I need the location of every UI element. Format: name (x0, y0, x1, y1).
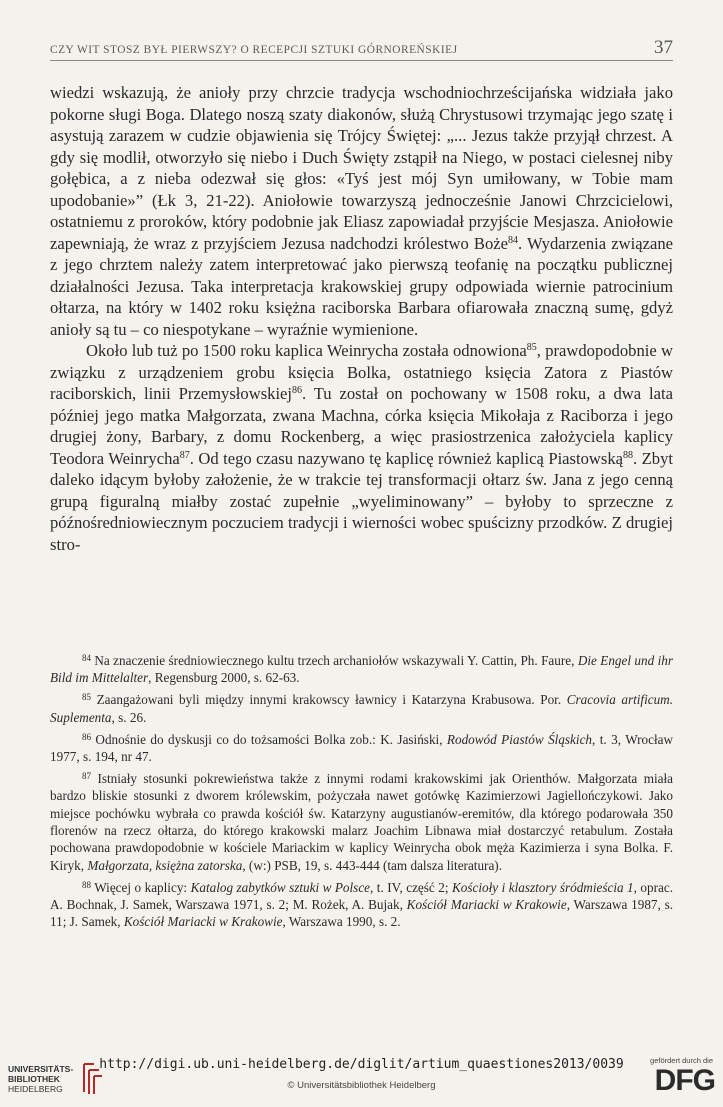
italic-title: Małgorzata, księżna zatorska (87, 857, 243, 873)
text-run: Około lub tuż po 1500 roku kaplica Weinrycha została odnowiona (86, 341, 527, 360)
footnotes (50, 652, 673, 935)
footnote-88 (50, 879, 673, 931)
library-name-line: HEIDELBERG (8, 1084, 63, 1094)
footnote-number: 84 (82, 653, 91, 663)
paragraph-2 (50, 340, 673, 555)
footnote-86 (50, 731, 673, 766)
main-text (50, 82, 673, 555)
text-run: , Warszawa 1990, s. 2. (282, 914, 401, 930)
text-run: , prawdopodobnie w związku z urządzeniem grobu księcia Bolka, ostatniego księcia Zatora z Piastów raciborskich, linii Przemysłowskiej (50, 341, 674, 403)
funding-caption: gefördert durch die (650, 1056, 713, 1065)
text-run: Istniały stosunki pokrewieństwa także z innymi rodami krakowskimi jak Orienthów. Małgorzata miała bardzo bliskie stosunki z dworem królewskim, pożyczała nawet gotówkę Kazimierzowi Jagiellończykowi. Jako miejsce pochówku wybrała co prawda kościół św. Katarzyny augustianów-eremitów, dla którego podarowała 350 florenów na rzecz ołtarza, do którego krakowski malarz Joachim Libnawa miał dostarczyć retabulum. Została pochowana prawdopodobnie w kościele Mariackim w kaplicy Weinrycha obok męża Kazimierza i syna Bolka. F. Kiryk, (50, 770, 674, 873)
text-run: , Regensburg 2000, s. 62-63. (148, 670, 300, 686)
text-run: Na znaczenie średniowiecznego kultu trzech archaniołów wskazywali Y. Cattin, Ph. Faure, (94, 653, 578, 668)
footnote-ref-88[interactable]: 88 (623, 449, 634, 461)
footnote-number: 88 (82, 879, 91, 890)
footnote-84 (50, 652, 673, 687)
italic-title: Cracovia artificum. Suplementa (50, 692, 674, 725)
text-run: , (w:) PSB, 19, s. 443-444 (tam dalsza literatura). (242, 857, 502, 873)
text-run: . Od tego czasu nazywano tę kaplicę również kaplicą Piastowską (189, 448, 624, 468)
dfg-logo[interactable] (627, 1056, 715, 1104)
permalink-url[interactable]: http://digi.ub.uni-heidelberg.de/diglit/artium_quaestiones2013/0039 (99, 1057, 624, 1072)
italic-title: Katalog zabytków sztuki w Polsce (190, 879, 371, 895)
footnote-ref-87[interactable]: 87 (179, 449, 190, 461)
text-run: . Wydarzenia związane z jego chrztem należy zatem interpretować jako pierwszą teofanię na początku publicznej działalności Jezusa. Taka interpretacja krakowskiej grupy odpowiada wiernie patrocinium ołtarza, na który w 1402 roku księżna raciborska Barbara ofiarowała znaczną sumę, gdyż anioły są tu – co niespotykane – wyraźnie wymienione. (50, 233, 673, 339)
digitization-footer (0, 1050, 723, 1107)
copyright-notice (0, 1080, 723, 1091)
italic-title: Die Engel und ihr Bild im Mittelalter (50, 653, 673, 686)
italic-title: Rodowód Piastów Śląskich (446, 731, 593, 747)
copyright-text: © Universitätsbibliothek Heidelberg (287, 1080, 436, 1091)
text-run: Odnośnie do dyskusji co do tożsamości Bolka zob.: K. Jasiński, (95, 731, 447, 747)
running-header (50, 36, 673, 61)
italic-title: Kościół Mariacki w Krakowie (123, 914, 283, 930)
footnote-number: 86 (82, 731, 91, 742)
text-run: , s. 26. (111, 709, 147, 725)
italic-title: Kościoły i klasztory śródmieścia 1 (451, 879, 634, 895)
text-run: Zaangażowani byli między innymi krakowscy ławnicy i Katarzyna Krabusowa. Por. (96, 692, 567, 708)
text-run: , t. 3, Wrocław 1977, s. 194, nr 47. (50, 731, 673, 764)
footnote-number: 85 (82, 692, 91, 703)
page-number: 37 (654, 37, 673, 58)
text-run: . Zbyt daleko idącym byłoby założenie, że w trakcie tej transformacji ołtarz św. Jana z jego cenną grupą figuralną miałby zostać zupełnie „wyeliminowany” – byłoby to sprzeczne z późnośredniowiecznym poczuciem tradycji i wierności wobec spuścizny przodków. Z drugiej stro- (50, 448, 673, 554)
italic-title: Kościół Mariacki w Krakowie (406, 896, 567, 912)
dfg-wordmark: DFG (654, 1064, 715, 1097)
text-run: . Tu został on pochowany w 1508 roku, a dwa lata później jego matka Małgorzata, zwana Machna, córka księcia Mikołaja z Raciborza i jego drugiej żony, Barbary, z domu Rockenberg, a więc prasiostrzenica założyciela kaplicy Teodora Weinrycha (50, 384, 673, 468)
footnote-87 (50, 770, 673, 874)
text-run: wiedzi wskazują, że anioły przy chrzcie tradycja wschodniochrześcijańska widziała jako pokorne sługi Boga. Dlatego noszą szaty diakonów, służą Chrystusowi trzymając jego szatę i asystują zarazem w cudzie objawienia się Trójcy Świętej: „... Jezus także przyjął chrzest. A gdy się modlił, otworzyło się niebo i Duch Święty zstąpił na Niego, w postaci cielesnej niby gołębica, a z nieba odezwał się głos: «Tyś jest mój Syn umiłowany, w Tobie mam upodobanie»” (Łk 3, 21-22). Aniołowie towarzyszą jednocześnie Janowi Chrzcicielowi, ostatniemu z proroków, który podobnie jak Eliasz zapowiadał przyjście Mesjasza. Aniołowie zapewniają, że wraz z przyjściem Jezusa nadchodzi królestwo Boże (50, 83, 673, 253)
text-run: , Warszawa 1987, s. 11; J. Samek, (50, 896, 673, 930)
footnote-number: 87 (82, 770, 91, 781)
text-run: Więcej o kaplicy: (94, 879, 191, 895)
library-name-line: BIBLIOTHEK (8, 1074, 60, 1084)
footnote-ref-85[interactable]: 85 (526, 342, 537, 353)
paragraph-1 (50, 82, 673, 340)
footnote-85 (50, 691, 673, 726)
library-name-line: UNIVERSITÄTS- (8, 1064, 74, 1074)
running-title: CZY WIT STOSZ BYŁ PIERWSZY? O RECEPCJI SZTUKI GÓRNOREŃSKIEJ (50, 44, 458, 56)
text-run: , t. IV, część 2; (370, 879, 452, 895)
footnote-ref-84[interactable]: 84 (508, 234, 519, 246)
text-run: , oprac. A. Bochnak, J. Samek, Warszawa 1971, s. 2; M. Rożek, A. Bujak, (50, 879, 674, 912)
footnote-ref-86[interactable]: 86 (292, 385, 303, 396)
